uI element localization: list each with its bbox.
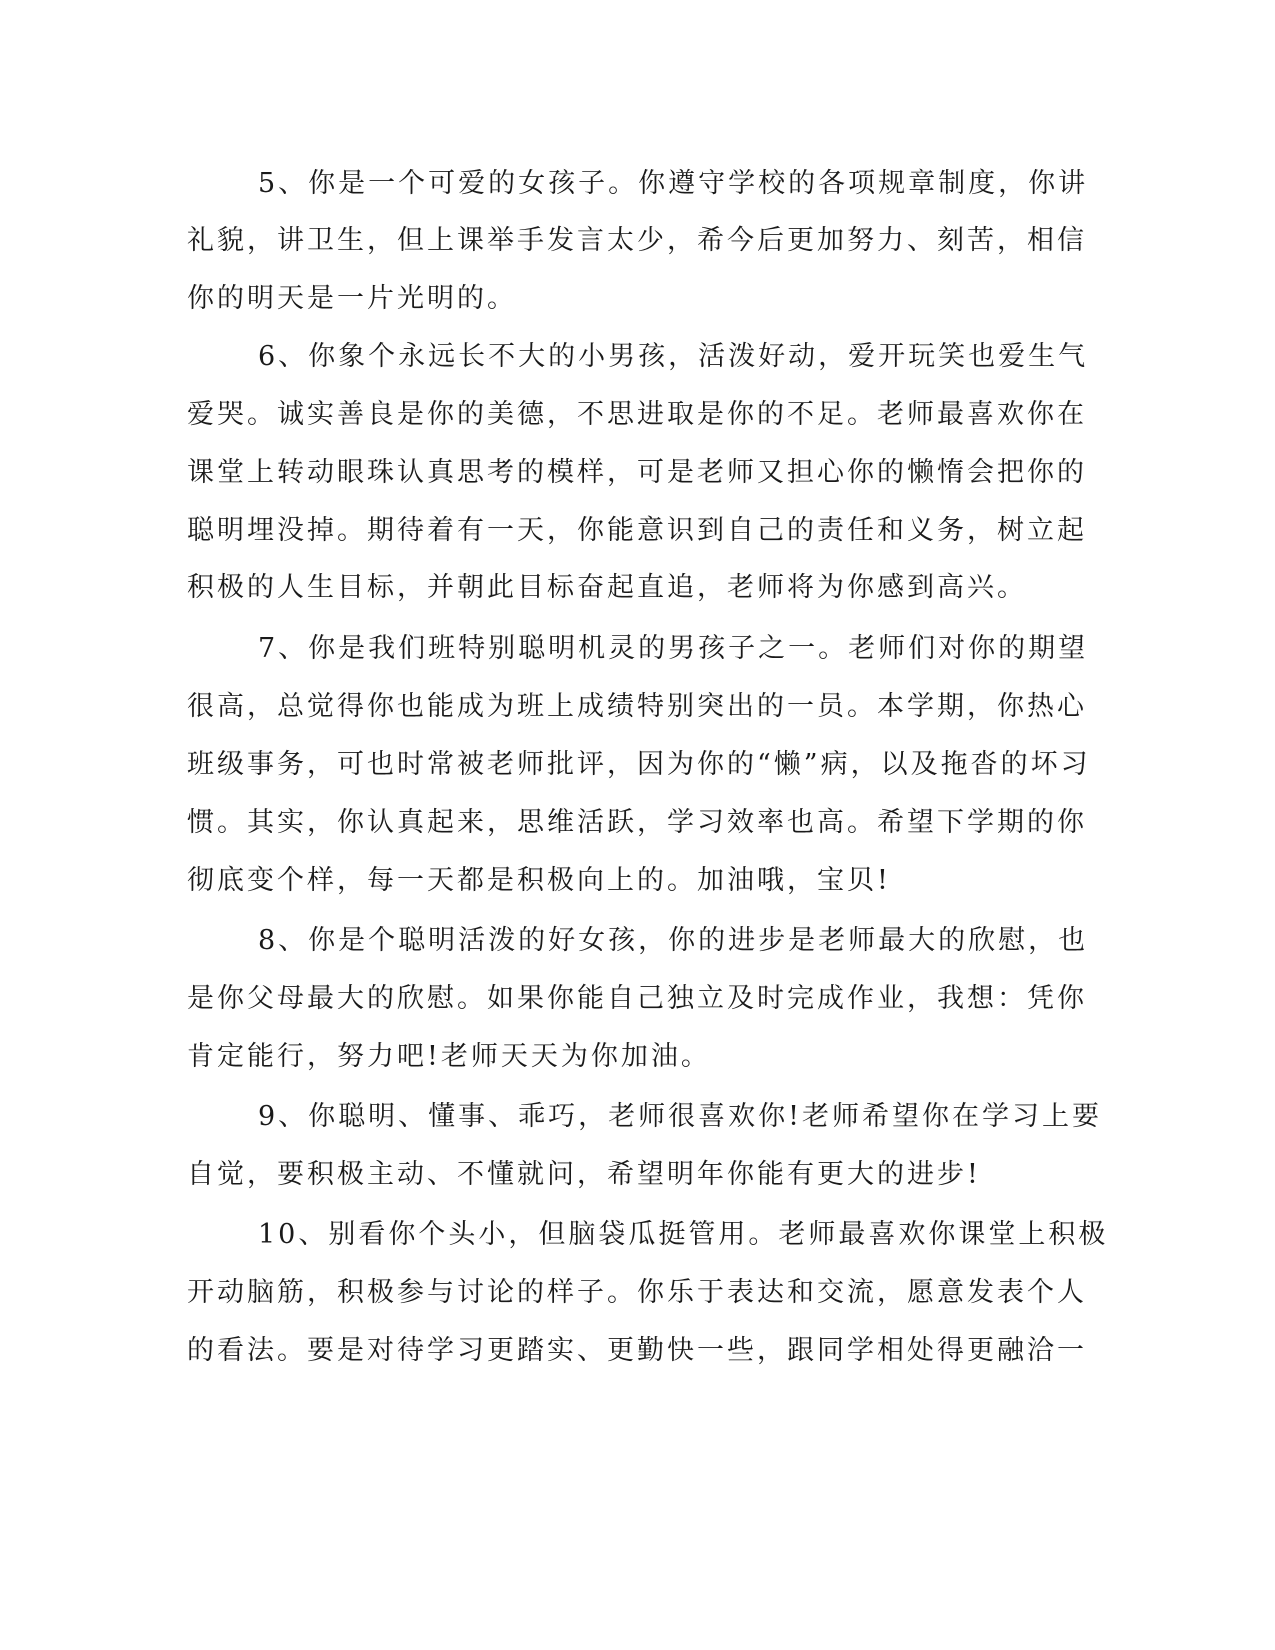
text-line: 聪明埋没掉。期待着有一天，你能意识到自己的责任和义务，树立起 — [187, 515, 1087, 546]
text-line: 开动脑筋，积极参与讨论的样子。你乐于表达和交流，愿意发表个人 — [187, 1277, 1087, 1308]
text-line: 礼貌，讲卫生，但上课举手发言太少，希今后更加努力、刻苦，相信 — [187, 225, 1087, 256]
text-line: 10、别看你个头小，但脑袋瓜挺管用。老师最喜欢你课堂上积极 — [258, 1219, 1109, 1250]
text-line: 肯定能行，努力吧!老师天天为你加油。 — [187, 1041, 711, 1072]
text-line: 7、你是我们班特别聪明机灵的男孩子之一。老师们对你的期望 — [258, 633, 1089, 664]
text-line: 8、你是个聪明活泼的好女孩，你的进步是老师最大的欣慰，也 — [258, 925, 1089, 956]
text-line: 很高，总觉得你也能成为班上成绩特别突出的一员。本学期，你热心 — [187, 691, 1087, 722]
text-line: 彻底变个样，每一天都是积极向上的。加油哦，宝贝! — [187, 865, 891, 896]
text-line: 你的明天是一片光明的。 — [187, 283, 517, 314]
text-line: 课堂上转动眼珠认真思考的模样，可是老师又担心你的懒惰会把你的 — [187, 457, 1087, 488]
text-line: 5、你是一个可爱的女孩子。你遵守学校的各项规章制度，你讲 — [258, 168, 1089, 199]
text-line: 6、你象个永远长不大的小男孩，活泼好动，爱开玩笑也爱生气 — [258, 341, 1089, 372]
text-line: 自觉，要积极主动、不懂就问，希望明年你能有更大的进步! — [187, 1159, 981, 1190]
text-line: 爱哭。诚实善良是你的美德，不思进取是你的不足。老师最喜欢你在 — [187, 399, 1087, 430]
text-line: 积极的人生目标，并朝此目标奋起直追，老师将为你感到高兴。 — [187, 572, 1027, 603]
text-line: 惯。其实，你认真起来，思维活跃，学习效率也高。希望下学期的你 — [187, 807, 1087, 838]
text-line: 是你父母最大的欣慰。如果你能自己独立及时完成作业，我想：凭你 — [187, 983, 1087, 1014]
text-line: 的看法。要是对待学习更踏实、更勤快一些，跟同学相处得更融洽一 — [187, 1335, 1087, 1366]
text-line: 班级事务，可也时常被老师批评，因为你的“懒”病，以及拖沓的坏习 — [187, 749, 1091, 780]
text-line: 9、你聪明、懂事、乖巧，老师很喜欢你!老师希望你在学习上要 — [258, 1101, 1103, 1132]
